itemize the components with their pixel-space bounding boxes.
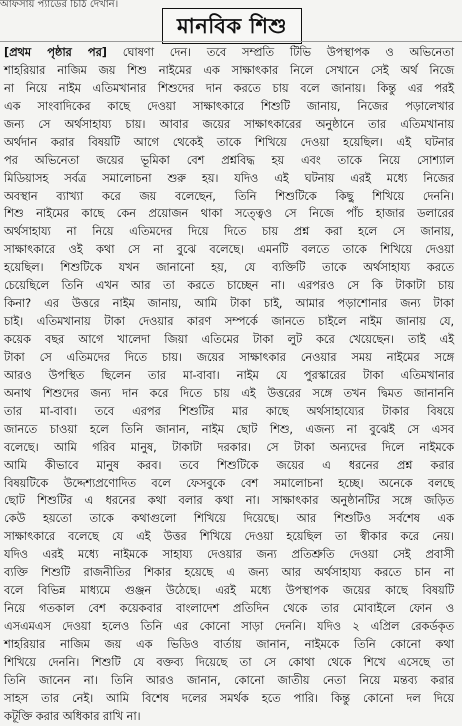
article-line: আমি কীভাবে মানুষ করব। তবে শিশুটিকে জয়ের এ ধরনের প্রশ্ন করার [4,457,454,472]
article-line: বিষয়টিকে উদ্দেশ্যপ্রণোদিত বলে ফেসবুকে বেশ সমালোচনা হচ্ছে। অনেকে বলছে [4,475,454,490]
article-line: কিনা? এর উত্তরে নাইম জানায়, আমি টাকা চাই, আমার পড়াশোনার জন্য টাকা [4,296,454,311]
article-line: তিনি জানেন না। তিনি আরও জানান, কোনো জাতীয় নেতা নিয়ে মন্তব্য করার [4,672,454,687]
article-line: ব্যক্তি শিশুটি রাজনীতির শিকার হয়েছে এ জন্য আর অর্থসাহায্য করতে চান না [4,565,454,580]
article-line: শাহরিয়ার নাজিম জয় শিশু নাইমের এক সাক্ষাৎকার নিলে সেখানে সেই অর্থ নিজে [4,62,454,77]
article-line: যদিও এরই মধ্যে নাইমকে সাহায্য দেওয়ার জন্য প্রতিশ্রুতি দেওয়া সেই প্রবাসী [4,547,454,562]
article-line: শিশু নাইমের কাছে কেন প্রয়োজন থাকা সত্ত্বেও সে নিজে পাঁচ হাজার ডলারের [4,206,454,221]
article-line: নিয়ে গতকাল বেশ কয়েকবার বাংলাদেশ প্রতিদিন থেকে তার মোবাইলে ফোন ও [4,601,454,616]
headline-box [162,8,302,44]
article-line: সাহস তার নেই। আমি বিশেষ দলের সমর্থক হতে পারি। কিন্তু কোনো দল দিয়ে [4,690,454,705]
divider [0,41,462,42]
article-line-text: ঘোষণা দেন। তবে সম্প্রতি টিভি উপস্থাপক ও অভিনেতা [122,45,454,59]
article-line: কেউ হয়তো তাকে কথাগুলো শিখিয়ে দিয়েছে। আর শিশুটিও সর্বশেষ এক [4,511,454,526]
article-line: তার মা-বাবা। তবে এরপর শিশুটির মার কাছে অর্থসাহায্যের টাকার বিষয়ে [4,403,454,418]
article-line: অর্থদান করার বিষয়টি আগে থেকেই তাকে শিখিয়ে দেওয়া হয়েছিল। এই ঘটনার [4,134,454,149]
article-line: জানতে চাওয়া হলে তিনি জানান, নাইম ছোট শিশু, এজন্য না বুঝেই সে এসব [4,421,454,436]
article-line: কটূক্তি করার অধিকার রাখি না। [4,708,141,723]
article-line: চেয়েছিলে তিনি এখন আর তা করতে চাচ্ছেন না। এরপরও সে কি টাকাটা চায় [4,278,454,293]
article-line: অবস্থান ব্যাখ্যা করে জয় বলেছেন, তিনি শিশুটিকে কিছু শিখিয়ে দেননি। [4,188,454,203]
previous-article-fragment: আফসায় প্যাডের চিঠি দেখান। [0,0,119,10]
article-line: সাক্ষাৎকারে বলেছে যে এই উত্তর শিখিয়ে দেওয়া হয়েছিল তা স্বীকার করে নেয়। [4,529,454,544]
article-line: অনাথ শিশুদের জন্য দান করে দিতে চায় এই উত্তরের সঙ্গে তখন দ্বিমত জানাননি [4,385,454,400]
article-line: আরও উপস্থিত ছিলেন তার মা-বাবা। নাইম যে পুরস্কারের টাকা এতিমখানার [4,367,454,382]
article-line: পর অভিনেতা জয়ের ভূমিকা বেশ প্রশ্নবিদ্ধ হয় এবং তাকে নিয়ে সোশ্যাল [4,152,454,167]
headline: মানবিক শিশু [177,14,287,38]
article-line: অর্থসাহায্য না নিয়ে এতিমদের দিয়ে দিতে চায় প্রশ্ন করা হলে সে জানায়, [4,224,454,239]
article-line: টাকা সে এতিমদের দিতে চায়। জয়ের সাক্ষাৎকার নেওয়ার সময় নাইমের সঙ্গে [4,349,454,364]
article-line: মিডিয়াসহ সর্বত্র সমালোচনা শুরু হয়। যদিও এই ঘটনায় এরই মধ্যে নিজের [4,170,454,185]
article-line: সাক্ষাৎকারে ওই কথা সে না বুঝে বলেছে। এমনটি বলতে তাকে শিখিয়ে দেওয়া [4,242,454,257]
article-line: বলেছে। আমি গরিব মানুষ, টাকাটা দরকার। সে টাকা অন্যদের দিলে নাইমকে [4,439,454,454]
article-body [4,44,454,723]
article-line: এক সাংবাদিকের কাছে দেওয়া সাক্ষাৎকারে শিশুটি জানায়, নিজের পড়ালেখার [4,98,454,113]
article-line: কয়েক বছর আগে খালেদা জিয়া এতিমের টাকা লুট করে খেয়েছেন। তাই এই [4,332,454,346]
article-line: জন্য সে অর্থসাহায্য চায়। আবার জয়ের সাক্ষাৎকারের অনুষ্ঠানে তার এতিমখানায় [4,116,454,131]
article-line: বলে বিভিন্ন মাধ্যমে গুঞ্জন উঠেছে। এরই মধ্যে উপস্থাপক জয়ের কাছে বিষয়টি [4,583,454,598]
article-line: চাই। এতিমখানায় টাকা দেওয়ার কারণ সম্পর্কে জানতে চাইলে নাইম জানায় যে, [4,314,454,329]
article-line: শিখিয়ে দেননি। শিশুটি যে বক্তব্য দিয়েছে তা সে কোথা থেকে শিখে এসেছে তা [4,654,454,669]
article-line: ছোট শিশুটির এ ধরনের কথা বলার কথা না। সাক্ষাৎকার অনুষ্ঠানটির সঙ্গে জড়িত [4,493,454,508]
article-line: হয়েছিল। শিশুটিকে যখন জানানো হয়, যে ব্যক্তিটি তাকে অর্থসাহায্য করতে [4,260,454,275]
continuation-tag: [প্রথম পৃষ্ঠার পর] [4,45,107,59]
article-line [4,44,454,62]
article-line: শাহরিয়ার নাজিম জয় এক ভিডিও বার্তায় জানান, নাইমকে তিনি কোনো কথা [4,636,454,651]
article-line: এসএমএস দেওয়া হলেও তিনি এর কোনো সাড়া দেননি। যদিও ২ এপ্রিল রেকর্ডকৃত [4,619,454,633]
article-line: না নিয়ে নাইম এতিমখানার শিশুদের দান করতে চায় বলে জানায়। কিন্তু এর পরই [4,80,454,95]
